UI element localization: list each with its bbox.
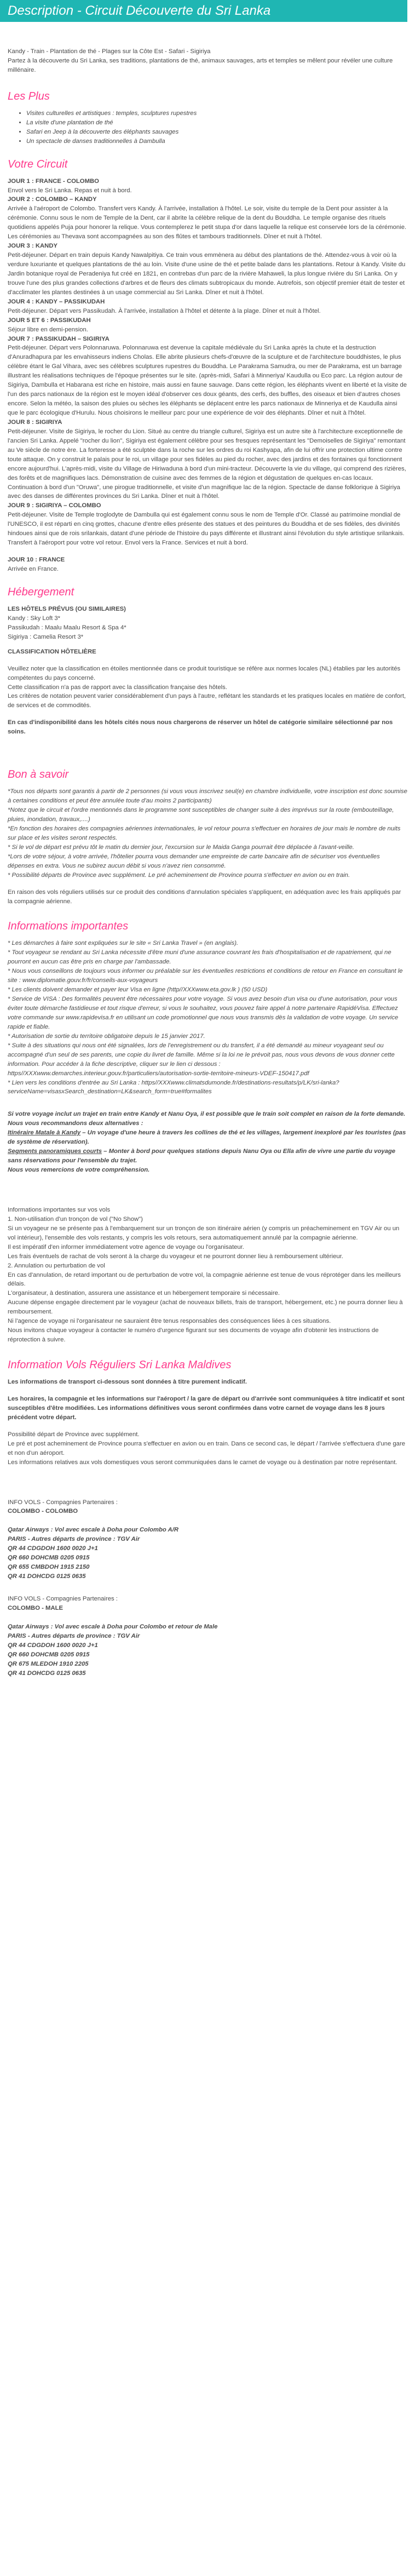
flight-line: PARIS - Autres départs de province : TGV Air (8, 1632, 140, 1639)
list-item: • La visite d'une plantation de thé (26, 118, 407, 128)
day-title: JOUR 8 : SIGIRIYA (8, 418, 62, 426)
info-line: * Suite à des situations qui nous ont été signalées, lors de l'enregistrement ou du transfert, il a été demandé au mineur voyageant seul ou accompagné d'un seul de ses parents, une copie du livret de famille. Même si la loi ne le prévoit pas, nous vous devons de vous donner cette information. Pour accéder à la fiche descriptive, cliquer sur le lien ci dessous : https//XXXwww.demarches.interieur.gouv.fr/particuliers/autorisation-sortie-territoire-mineurs-VDEF-150417.pdf (8, 1042, 395, 1077)
circuit-days (8, 177, 407, 574)
vols-info (8, 1206, 407, 1345)
hotel-item: Kandy : Sky Loft 3* (8, 615, 61, 622)
section-heading-hebergement: Hébergement (8, 586, 74, 598)
bon-line: *Tous nos départs sont garantis à partir de 2 personnes (si vous vous inscrivez seul(e) en chambre individuelle, votre inscription est donc soumise à certaines conditions et peut être annulée toute d'au moins 2 participants) (8, 788, 407, 805)
day-block (8, 195, 407, 242)
flight-line: INFO VOLS - Compagnies Partenaires : (8, 1596, 118, 1602)
section-heading-circuit: Votre Circuit (8, 158, 68, 170)
vols-info-line: Il est impératif d'en informer immédiatement votre agence de voyage ou l'organisateur. (8, 1243, 244, 1250)
vols-info-line: Si un voyageur ne se présente pas à l'embarquement sur un tronçon de son itinéraire aérien (y compris un préacheminement en TGV Air ou un vol intérieur), l'ensemble des vols restants, y compris les vols retours, sera automatiquement annulé par la compagnie aérienne. (8, 1225, 400, 1241)
bon-line: *En fonction des horaires des compagnies aériennes internationales, le vol retour pourra s'effectuer en horaires de jour mais le nombre de nuits sur place et les visites seront respectés. (8, 825, 401, 841)
day-block (8, 555, 407, 574)
flight-line: Qatar Airways : Vol avec escale à Doha pour Colombo A/R (8, 1527, 179, 1534)
vols-info-line: 2. Annulation ou perturbation de vol (8, 1262, 105, 1269)
day-title: JOUR 9 : SIGIRIYA – COLOMBO (8, 502, 101, 509)
flight-line: QR 41 DOHCDG 0125 0635 (8, 1573, 86, 1580)
province-line: Possibilité départ de Province avec supplément. (8, 1431, 140, 1438)
info-line: * Les clients doivent demander et payer leur Visa en ligne (http//XXXwww.eta.gov.lk ) (50 USD) (8, 986, 268, 994)
classification-title: CLASSIFICATION HÔTELIÈRE (8, 648, 96, 655)
section-heading-plus: Les Plus (8, 90, 50, 102)
bon-a-savoir-list (8, 787, 407, 880)
vols-info-line: Ni l'agence de voyage ni l'organisateur ne sauraient être tenus responsables des conséquences liées à ces situations. (8, 1318, 331, 1325)
section-heading-infos: Informations importantes (8, 920, 129, 933)
day-text: Petit-déjeuner. Visite de Sigiriya, le rocher du Lion. Situé au centre du triangle culturel, Sigiriya est un autre site à l'architecture exceptionnelle de l'ancien Sri Lanka. Appelé "rocher du lion", Sigiriya est également célèbre pour ses fresques représentant les "Demoiselles de Sigiriya" remontant au Ve siècle de notre ère. La forteresse a été sculptée dans la roche sur les ordres du roi Kashyapa, afin de lui offrir une protection ultime contre toute attaque. On y construit le palais pour le roi, un village pour ses fidèles au pied du rocher, avec des jardins et des fontaines qui fonctionnent encore aujourd'hui. L'après-midi, visite du Village de Hiriwaduna à bord d'un mini-tracteur. Découverte la vie du village, qui comprend des rizières, des forêts et de magnifiques lacs. Démonstration de cuisine avec des femmes de la région et dégustation de quelques en-cas locaux. Continuation à bord d'un "Oruwa", une pirogue traditionnelle, et visite d'un magnifique lac de la région. Spectacle de danse folklorique à Sigiriya avec des danses de différentes provinces du Sri Lanka. Dîner et nuit à l'hôtel. (8, 428, 406, 500)
flight-block-colombo (8, 1498, 407, 1582)
intro (8, 47, 407, 75)
day-block (8, 501, 407, 548)
flight-line: QR 660 DOHCMB 0205 0915 (8, 1554, 90, 1562)
classification-text (8, 664, 407, 711)
classification-line: Cette classification n'a pas de rapport avec la classification française des hôtels. (8, 684, 227, 691)
hotels-list (8, 614, 407, 642)
info-line: * Autorisation de sortie du territoire obligatoire depuis le 15 janvier 2017. (8, 1032, 205, 1040)
province-line: Le pré et post acheminement de Province pourra s'effectuer en avion ou en train. Dans ce second cas, le départ / l'arrivée s'effectuera d'une gare et non d'un aéroport. (8, 1440, 405, 1456)
train-alt-1 (8, 1128, 407, 1147)
classification-line: Les critères de notation peuvent varier considérablement d'un pays à l'autre, reflétant les standards et les pratiques locales en matière de confort, de services et de commodités. (8, 693, 406, 709)
train-notice-line: Si votre voyage inclut un trajet en train entre Kandy et Nanu Oya, il est possible que le train soit complet en raison de la forte demande. (8, 1111, 406, 1118)
info-line: * Les démarches à faire sont expliquées sur le site « Sri Lanka Travel » (en anglais). (8, 940, 239, 947)
intro-description: Partez à la découverte du Sri Lanka, ses traditions, plantations de thé, animaux sauvages, arts et temples se mêlent pour révéler une culture millénaire. (8, 57, 393, 73)
list-item: • Un spectacle de danses traditionnelles à Dambulla (26, 137, 407, 146)
flight-line: QR 655 CMBDOH 1915 2150 (8, 1564, 90, 1571)
info-line: * Lien vers les conditions d'entrée au Sri Lanka : https//XXXwww.climatsdumonde.fr/destinations-resultats/p/LK/sri-lanka?serviceName=visasxSearch_destination=LK&search_form=true#formalites (8, 1079, 339, 1095)
day-text: Petit-déjeuner. Départ en train depuis Kandy Nawalpitiya. Ce train vous emmènera au début des plantations de thé. Attendez-vous à voir où la verdure luxuriante et quelques plantations de thé au loin. Visite d'une usine de thé et petite balade dans les plantations. Retour à Kandy. Visite du Jardin botanique royal de Peradeniya fut créé en 1821, en contrebas d'un parc de la rivière Mahaweli, la plus longue rivière du Sri Lanka. On y trouve l'une des plus grandes collections d'arbres et de fleurs des climats subtropicaux du monde. Autrefois, son objectif premier était de tester et d'acclimater les plantes destinées à un usage commercial au Sri Lanka. Dîner et nuit à l'hôtel. (8, 252, 406, 296)
day-text: Envol vers le Sri Lanka. Repas et nuit à bord. (8, 187, 132, 194)
hotel-item: Passikudah : Maalu Maalu Resort & Spa 4* (8, 624, 126, 631)
vols-info-line: En cas d'annulation, de retard important ou de perturbation de votre vol, la compagnie aérienne est tenue de vous réprotéger dans les meilleurs délais. (8, 1271, 401, 1288)
bon-tail: En raison des vols réguliers utilisés sur ce produit des conditions d'annulation spéciales s'appliquent, en adéquation avec les frais appliqués par la compagnie aérienne. (8, 888, 401, 905)
flight-line: INFO VOLS - Compagnies Partenaires : (8, 1499, 118, 1506)
day-title: JOUR 4 : KANDY – PASSIKUDAH (8, 298, 105, 305)
plus-list (8, 109, 407, 146)
day-title: JOUR 5 ET 6 : PASSIKUDAH (8, 317, 91, 324)
vols-info-line: Nous invitons chaque voyageur à contacter le numéro d'urgence figurant sur ses documents de voyage afin d'obtenir les instructions de réprotection à suivre. (8, 1327, 379, 1344)
province-line: Les informations relatives aux vols domestiques vous seront communiquées dans le carnet de voyage ou à destination par notre représentant. (8, 1459, 397, 1466)
flight-line: QR 660 DOHCMB 0205 0915 (8, 1651, 90, 1658)
day-block (8, 297, 407, 316)
section-heading-bon-a-savoir: Bon à savoir (8, 768, 69, 781)
section-heading-vols: Information Vols Réguliers Sri Lanka Maldives (8, 1359, 232, 1371)
train-notice-line: Nous vous recommandons deux alternatives : (8, 1120, 143, 1127)
day-text: Arrivée en France. (8, 566, 59, 572)
vols-info-line: Aucune dépense engagée directement par le voyageur (achat de nouveaux billets, frais de transport, hébergement, etc.) ne pourra donner lieu à remboursement. (8, 1299, 403, 1316)
classification-line: Veuillez noter que la classification en étoiles mentionnée dans ce produit touristique se réfère aux normes locales (NL) établies par les autorités compétentes du pays concerné. (8, 665, 401, 681)
infos-list (8, 939, 407, 1097)
flight-line: QR 675 MLEDOH 1910 2205 (8, 1660, 89, 1667)
day-block (8, 335, 407, 418)
vols-info-line: Les frais éventuels de rachat de vols seront à la charge du voyageur et ne pourront donner lieu à remboursement ultérieur. (8, 1253, 343, 1260)
hotels-title: LES HÔTELS PRÉVUS (OU SIMILAIRES) (8, 605, 126, 612)
page-title-banner (0, 0, 407, 22)
info-line: * Service de VISA : Des formalités peuvent être nécessaires pour votre voyage. Si vous avez besoin d'un visa ou d'une autorisation, pour vous éviter toute démarche fastidieuse et tout risque d'erreur, si vous le souhaitez, vous pouvez faire appel à notre partenaire RapidéVisa. Effectuez votre commande sur www.rapidevisa.fr en utilisant un code promotionnel que nous vous transmis dès la validation de votre voyage. Un service rapide et fiable. (8, 996, 399, 1030)
flight-line: QR 41 DOHCDG 0125 0635 (8, 1669, 86, 1677)
province-info (8, 1430, 407, 1467)
day-block (8, 418, 407, 501)
train-notice (8, 1110, 407, 1175)
train-alt-2 (8, 1147, 407, 1166)
vols-bold-intro: Les informations de transport ci-dessous sont données à titre purement indicatif. (8, 1379, 247, 1385)
flight-line: Qatar Airways : Vol avec escale à Doha pour Colombo et retour de Male (8, 1623, 218, 1630)
flight-line: COLOMBO - COLOMBO (8, 1508, 78, 1515)
hotel-item: Sigiriya : Camelia Resort 3* (8, 633, 84, 640)
day-title: JOUR 3 : KANDY (8, 243, 58, 250)
day-text: Petit-déjeuner. Visite de Temple troglodyte de Dambulla qui est également connu sous le nom de Temple d'Or. Classé au patrimoine mondial de l'UNESCO, il est réparti en cinq grottes, chacune d'entre elles présente des statues et des peintures du Bouddha et de ses fidèles, des divinités hindoues ainsi que de rois srilankais, datant d'une période de l'histoire du pays différente et illustrant ainsi l'évolution du style artistique srilankais. Transfert à l'aéroport pour votre vol retour. Envol vers la France. Services et nuit à bord. (8, 512, 405, 547)
day-title: JOUR 10 : FRANCE (8, 556, 65, 564)
flight-line: COLOMBO - MALE (8, 1604, 64, 1611)
vols-info-title: Informations importantes sur vos vols (8, 1206, 111, 1213)
list-item: • Safari en Jeep à la découverte des éléphants sauvages (26, 128, 407, 137)
day-title: JOUR 1 : FRANCE - COLOMBO (8, 177, 99, 185)
day-text: Petit-déjeuner. Départ vers Polonnaruwa. Polonnaruwa est devenue la capitale médiévale du Sri Lanka après la chute et la destruction d'Anuradhapura par les envahisseurs indiens Cholas. Elle abrite plusieurs chefs-d'œuvre de la sculpture et de l'architecture bouddhistes, le plus célèbre étant le Gal Vihara, avec ses célèbres sculptures rupestres du Bouddha. Le Parakrama Samudra, ou mer de Parakrama, est un barrage illustrant les réalisations techniques de l'époque présentes sur le site. (après-midi, Safari à Minneriya/ Kaudulla ou Eco parc. La région autour de Sigiriya, Dambulla et Habarana est riche en histoire, mais aussi en faune sauvage. Dans cette région, les éléphants vivent en liberté et la visite de l'un des parcs nationaux de la région est le moyen idéal d'observer ces doux géants, des cerfs, des buffles, des oiseaux et bien d'autres choses encore. Selon la météo, la saison des pluies ou sèches les éléphants se déplacent entre les parcs nationaux de Minneriya et de Kaudulla ainsi que le parc écologique d'Hurulu. Nous choisirons le meilleur parc pour une expérience de voir des éléphants. Dîner et nuit à l'hôtel. (8, 345, 407, 416)
day-block (8, 316, 407, 335)
day-text: Séjour libre en demi-pension. (8, 326, 88, 333)
vols-bold-para: Les horaires, la compagnie et les informations sur l'aéroport / la gare de départ ou d'arrivée sont communiquées à titre indicatif et sont susceptibles d'être modifiées. Les informations définitives vous seront confirmées dans votre carnet de voyage dans les 8 jours précédent votre départ. (8, 1395, 405, 1421)
train-notice-line: Nous vous remercions de votre compréhension. (8, 1167, 150, 1173)
flight-line: QR 44 CDGDOH 1600 0020 J+1 (8, 1642, 98, 1649)
content (0, 47, 407, 1678)
intro-subtitle: Kandy - Train - Plantation de thé - Plages sur la Côte Est - Safari - Sigiriya (8, 48, 211, 55)
day-text: Arrivée à l'aéroport de Colombo. Transfert vers Kandy. À l'arrivée, installation à l'hôtel. Le soir, visite du temple de la Dent pour assister à la cérémonie. Connu sous le nom de Temple de la Dent, car il abrite la célèbre relique de la dent du Bouddha. Le temple organise des rituels quotidiens appelés Puja pour honorer la relique. Vous contemplerez le petit stupa d'or dans laquelle la relique est conservée lors de la cérémonie. Les cérémonies au Thevava sont accompagnées au son des flûtes et tambours traditionnels. Dîner et nuit à l'hôtel. (8, 205, 407, 240)
day-block (8, 242, 407, 297)
bon-line: * Possibilité départs de Province avec supplément. Le pré acheminement de Province pourra s'effectuer en avion ou en train. (8, 871, 350, 879)
page-title: Description - Circuit Découverte du Sri Lanka (8, 3, 271, 18)
bon-line: *Notez que le circuit et l'ordre mentionnés dans le programme sont susceptibles de changer suite à des imprévus sur la route (embouteillage, pluies, inondation, travaux,....) (8, 807, 394, 823)
alt-label: Itinéraire Matale à Kandy (8, 1129, 81, 1137)
day-title: JOUR 7 : PASSIKUDAH – SIGIRIYA (8, 335, 109, 342)
flight-line: QR 44 CDGDOH 1600 0020 J+1 (8, 1545, 98, 1552)
day-title: JOUR 2 : COLOMBO – KANDY (8, 196, 97, 203)
bon-line: *Lors de votre séjour, à votre arrivée, l'hôtelier pourra vous demander une empreinte de carte bancaire afin de sécuriser vos éventuelles dépenses en extra. Vous ne subirez aucun débit si vous n'avez rien consommé. (8, 853, 380, 869)
info-line: * Tout voyageur se rendant au Sri Lanka nécessite d'être muni d'une assurance couvrant les frais d'hospitalisation et de rapatriement, qui ne pourront en aucun cas être pris en charge par l'ambassade. (8, 949, 391, 966)
list-item: • Visites culturelles et artistiques : temples, sculptures rupestres (26, 109, 407, 118)
indisponibilite-note: En cas d'indisponibilité dans les hôtels cités nous nous chargerons de réserver un hôtel de catégorie similaire sélectionné par nos soins. (8, 719, 393, 736)
bon-line: * Si le vol de départ est prévu tôt le matin du dernier jour, l'excursion sur le Maida Ganga pourrait être déplacée à l'avant-veille. (8, 844, 354, 851)
alt-label: Segments panoramiques courts (8, 1148, 102, 1155)
flight-line: PARIS - Autres départs de province : TGV Air (8, 1536, 140, 1543)
vols-info-line: 1. Non-utilisation d'un tronçon de vol ("No Show") (8, 1215, 143, 1223)
vols-info-line: L'organisateur, à destination, assurera une assistance et un hébergement temporaire si nécessaire. (8, 1290, 280, 1297)
day-text: Petit-déjeuner. Départ vers Passikudah. À l'arrivée, installation à l'hôtel et détente à la plage. Dîner et nuit à l'hôtel. (8, 307, 321, 314)
alt-text: – Un voyage d'une heure à travers les collines de thé et les villages, largement inexploré par les touristes (pas de système de réservation). (8, 1129, 406, 1146)
flight-block-male (8, 1594, 407, 1678)
alt-text: – Monter à bord pour quelques stations depuis Nanu Oya ou Ella afin de vivre une partie du voyage sans réservations pour l'ensemble du trajet. (8, 1148, 396, 1164)
day-block (8, 177, 407, 196)
info-line: * Nous vous conseillons de toujours vous informer ou préalable sur les éventuelles restrictions et conditions de retour en France en consultant le site : www.diplomatie.gouv.fr/fr/conseils-aux-voyageurs (8, 968, 403, 984)
